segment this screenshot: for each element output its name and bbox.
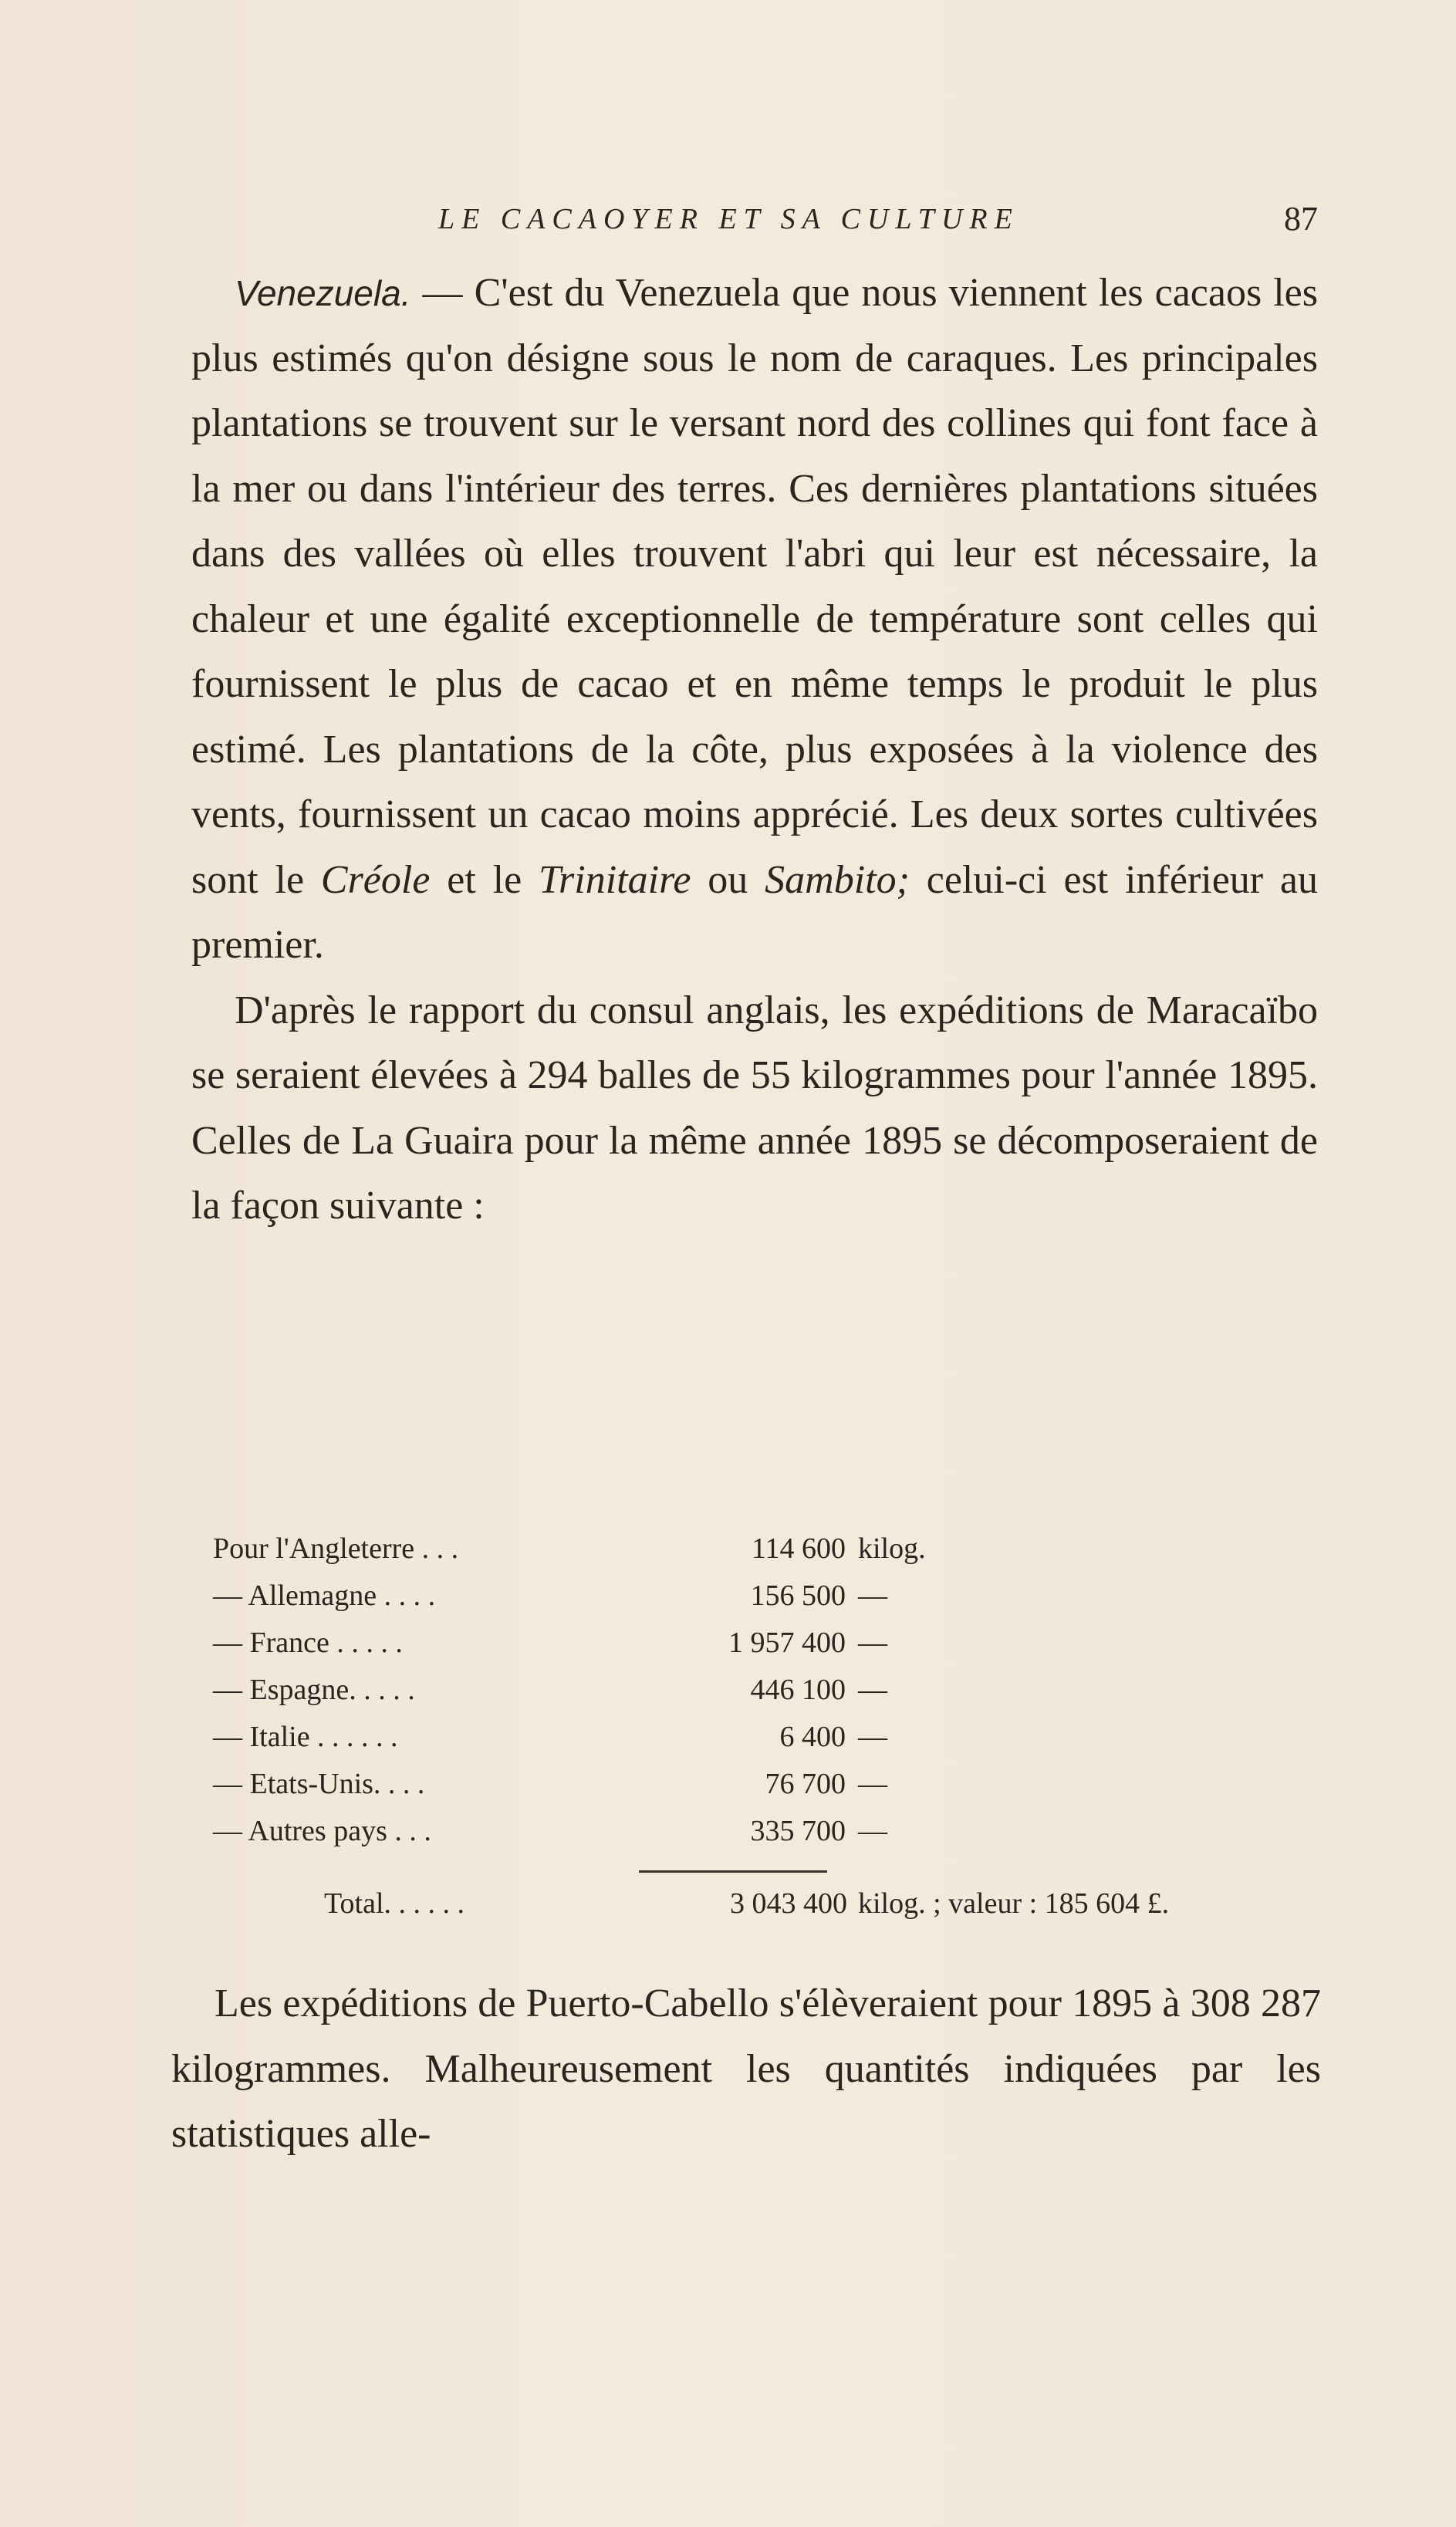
row-unit: kilog.: [858, 1532, 926, 1565]
table-row: [213, 1720, 1293, 1767]
term-sambito: Sambito;: [765, 857, 910, 902]
row-quantity: 1 957 400: [728, 1627, 846, 1659]
paragraph-venezuela: [191, 261, 1318, 978]
row-country: — Allemagne . . . .: [213, 1579, 436, 1612]
term-creole: Créole: [320, 857, 431, 902]
row-unit: —: [858, 1815, 887, 1847]
term-trinitaire: Trinitaire: [539, 857, 691, 902]
total-quantity: 3 043 400: [730, 1887, 847, 1920]
running-title: LE CACAOYER ET SA CULTURE: [438, 203, 1019, 235]
row-country: Pour l'Angleterre . . .: [213, 1532, 459, 1565]
export-table: [213, 1532, 1293, 1861]
row-unit: —: [858, 1721, 887, 1753]
row-unit: —: [858, 1627, 887, 1659]
row-unit: —: [858, 1768, 887, 1800]
row-quantity: 156 500: [750, 1579, 846, 1612]
paragraph-puerto-cabello: Les expéditions de Puerto-Cabello s'élèveraient pour 1895 à 308 287 kilogrammes. Malheureusement les quantités indiquées par les statistiques alle-: [171, 1981, 1321, 2156]
paragraph-consul-report: D'après le rapport du consul anglais, les expéditions de Maracaïbo se seraient élevées à 294 balles de 55 kilogrammes pour l'année 1895. Celles de La Guaira pour la même année 1895 se décomposeraient de la façon suivante :: [191, 988, 1318, 1228]
paragraph-text: celui-ci est inférieur au premier.: [191, 857, 1319, 967]
table-row: [213, 1673, 1293, 1720]
table-row: [213, 1814, 1293, 1861]
page-number: 87: [1284, 200, 1318, 238]
row-country: — France . . . . .: [213, 1627, 403, 1659]
table-row: [213, 1626, 1293, 1673]
paragraph-text: — C'est du Venezuela que nous viennent les cacaos les plus estimés qu'on désigne sous le nom de caraques. Les principales plantations se trouvent sur le versant nord des collines qui font face à la mer ou dans l'intérieur des terres. Ces dernières plantations situées dans des vallées où elles trouvent l'abri qui leur est nécessaire, la chaleur et une égalité exceptionnelle de température sont celles qui fournissent le plus de cacao et en même temps le produit le plus estimé. Les plantations de la côte, plus exposées à la violence des vents, fournissent un cacao moins apprécié. Les deux sortes cultivées sont le: [191, 271, 1318, 902]
table-row: [213, 1532, 1293, 1579]
text-block-bottom: [171, 1971, 1321, 2167]
row-quantity: 335 700: [750, 1815, 846, 1847]
section-lead: Venezuela.: [235, 273, 411, 313]
table-row: [213, 1767, 1293, 1814]
row-unit: —: [858, 1579, 887, 1612]
table-row: [213, 1579, 1293, 1626]
total-rule: [639, 1870, 827, 1873]
row-country: — Italie . . . . . .: [213, 1721, 398, 1753]
table-total-row: [324, 1887, 1327, 1933]
row-quantity: 76 700: [765, 1768, 846, 1800]
row-unit: —: [858, 1674, 887, 1706]
row-country: — Etats-Unis. . . .: [213, 1768, 425, 1800]
paragraph-text: ou: [691, 857, 765, 902]
row-quantity: 114 600: [751, 1532, 846, 1565]
row-quantity: 6 400: [779, 1721, 846, 1753]
text-block-top: [191, 261, 1318, 1239]
paragraph-text: et le: [430, 857, 539, 902]
total-unit: kilog. ; valeur : 185 604 £.: [858, 1887, 1170, 1920]
row-quantity: 446 100: [750, 1674, 846, 1706]
total-label: Total. . . . . .: [324, 1887, 465, 1920]
row-country: — Autres pays . . .: [213, 1815, 431, 1847]
running-head: [191, 202, 1318, 248]
row-country: — Espagne. . . . .: [213, 1674, 415, 1706]
